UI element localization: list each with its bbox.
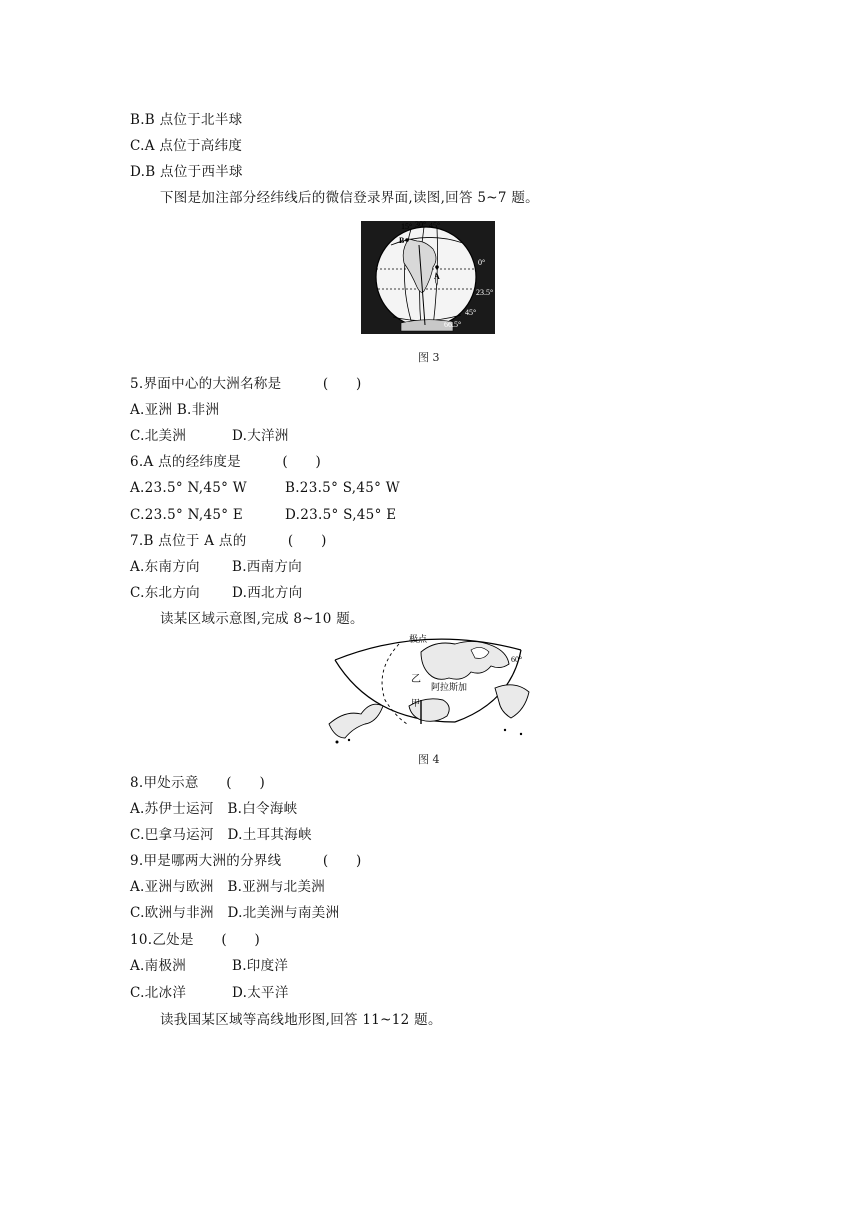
options-5ab: A.亚洲 B.非洲: [130, 402, 220, 418]
label-point-b: B: [399, 236, 405, 245]
intro-11-12: 读我国某区域等高线地形图,回答 11~12 题。: [160, 1012, 442, 1028]
option-4d: D.B 点位于西半球: [130, 164, 243, 180]
option-5c: C.北美洲: [130, 428, 187, 444]
label-yi: 乙: [411, 674, 421, 685]
option-4c: C.A 点位于高纬度: [130, 138, 243, 154]
options-9cd: C.欧洲与非洲 D.北美洲与南美洲: [130, 905, 340, 921]
point-a-marker: [435, 265, 439, 269]
label-lat-60: 60°: [511, 655, 523, 664]
question-6: 6.A 点的经纬度是 ( ): [130, 454, 322, 470]
options-8cd: C.巴拿马运河 D.土耳其海峡: [130, 827, 312, 843]
option-10a: A.南极洲: [130, 958, 187, 974]
question-5: 5.界面中心的大洲名称是 ( ): [130, 376, 362, 392]
intro-5-7: 下图是加注部分经纬线后的微信登录界面,读图,回答 5~7 题。: [160, 190, 539, 206]
option-6c: C.23.5° N,45° E: [130, 507, 244, 523]
southern-landmass: [329, 704, 383, 738]
dashed-boundary-line: [382, 644, 407, 724]
label-lat-45: 45°: [465, 308, 477, 317]
label-lon-15: 15°: [401, 222, 413, 231]
option-4b: B.B 点位于北半球: [130, 112, 243, 128]
island-dot: [520, 733, 522, 735]
option-10b: B.印度洋: [232, 958, 289, 974]
option-10d: D.太平洋: [232, 985, 289, 1001]
eastern-landmass: [495, 685, 529, 718]
figure-4-region-map: [325, 630, 531, 745]
island-dot: [348, 739, 350, 741]
label-lon-45: 45°: [429, 221, 441, 230]
figure-3-globe-map: [361, 221, 495, 334]
figure-4-caption: 图 4: [418, 753, 440, 766]
question-9: 9.甲是哪两大洲的分界线 ( ): [130, 853, 362, 869]
option-7a: A.东南方向: [130, 559, 200, 575]
figure-3-caption: 图 3: [418, 351, 440, 364]
northern-landmass: [421, 641, 509, 679]
label-lat-0: 0°: [478, 258, 486, 267]
question-8: 8.甲处示意 ( ): [130, 775, 266, 791]
option-6b: B.23.5° S,45° W: [285, 480, 400, 496]
question-10: 10.乙处是 ( ): [130, 932, 261, 948]
island-dot: [336, 741, 339, 744]
label-point-a: A: [434, 272, 440, 281]
option-6d: D.23.5° S,45° E: [285, 507, 397, 523]
question-7: 7.B 点位于 A 点的 ( ): [130, 533, 327, 549]
option-7c: C.东北方向: [130, 585, 200, 601]
options-8ab: A.苏伊士运河 B.白令海峡: [130, 801, 298, 817]
options-9ab: A.亚洲与欧洲 B.亚洲与北美洲: [130, 879, 326, 895]
label-alaska: 阿拉斯加: [431, 683, 468, 693]
label-lat-23-5: 23.5°: [476, 288, 494, 297]
option-6a: A.23.5° N,45° W: [130, 480, 247, 496]
island-dot: [504, 729, 506, 731]
label-pole: 极点: [409, 635, 428, 645]
option-10c: C.北冰洋: [130, 985, 187, 1001]
option-7d: D.西北方向: [232, 585, 303, 601]
option-5d: D.大洋洲: [232, 428, 289, 444]
intro-8-10: 读某区域示意图,完成 8~10 题。: [160, 611, 364, 627]
label-lat-66-5: 66.5°: [444, 320, 462, 329]
option-7b: B.西南方向: [232, 559, 303, 575]
label-lon-30: 30°: [415, 221, 427, 229]
point-b-marker: [405, 238, 409, 242]
label-jia: 甲: [411, 699, 421, 709]
